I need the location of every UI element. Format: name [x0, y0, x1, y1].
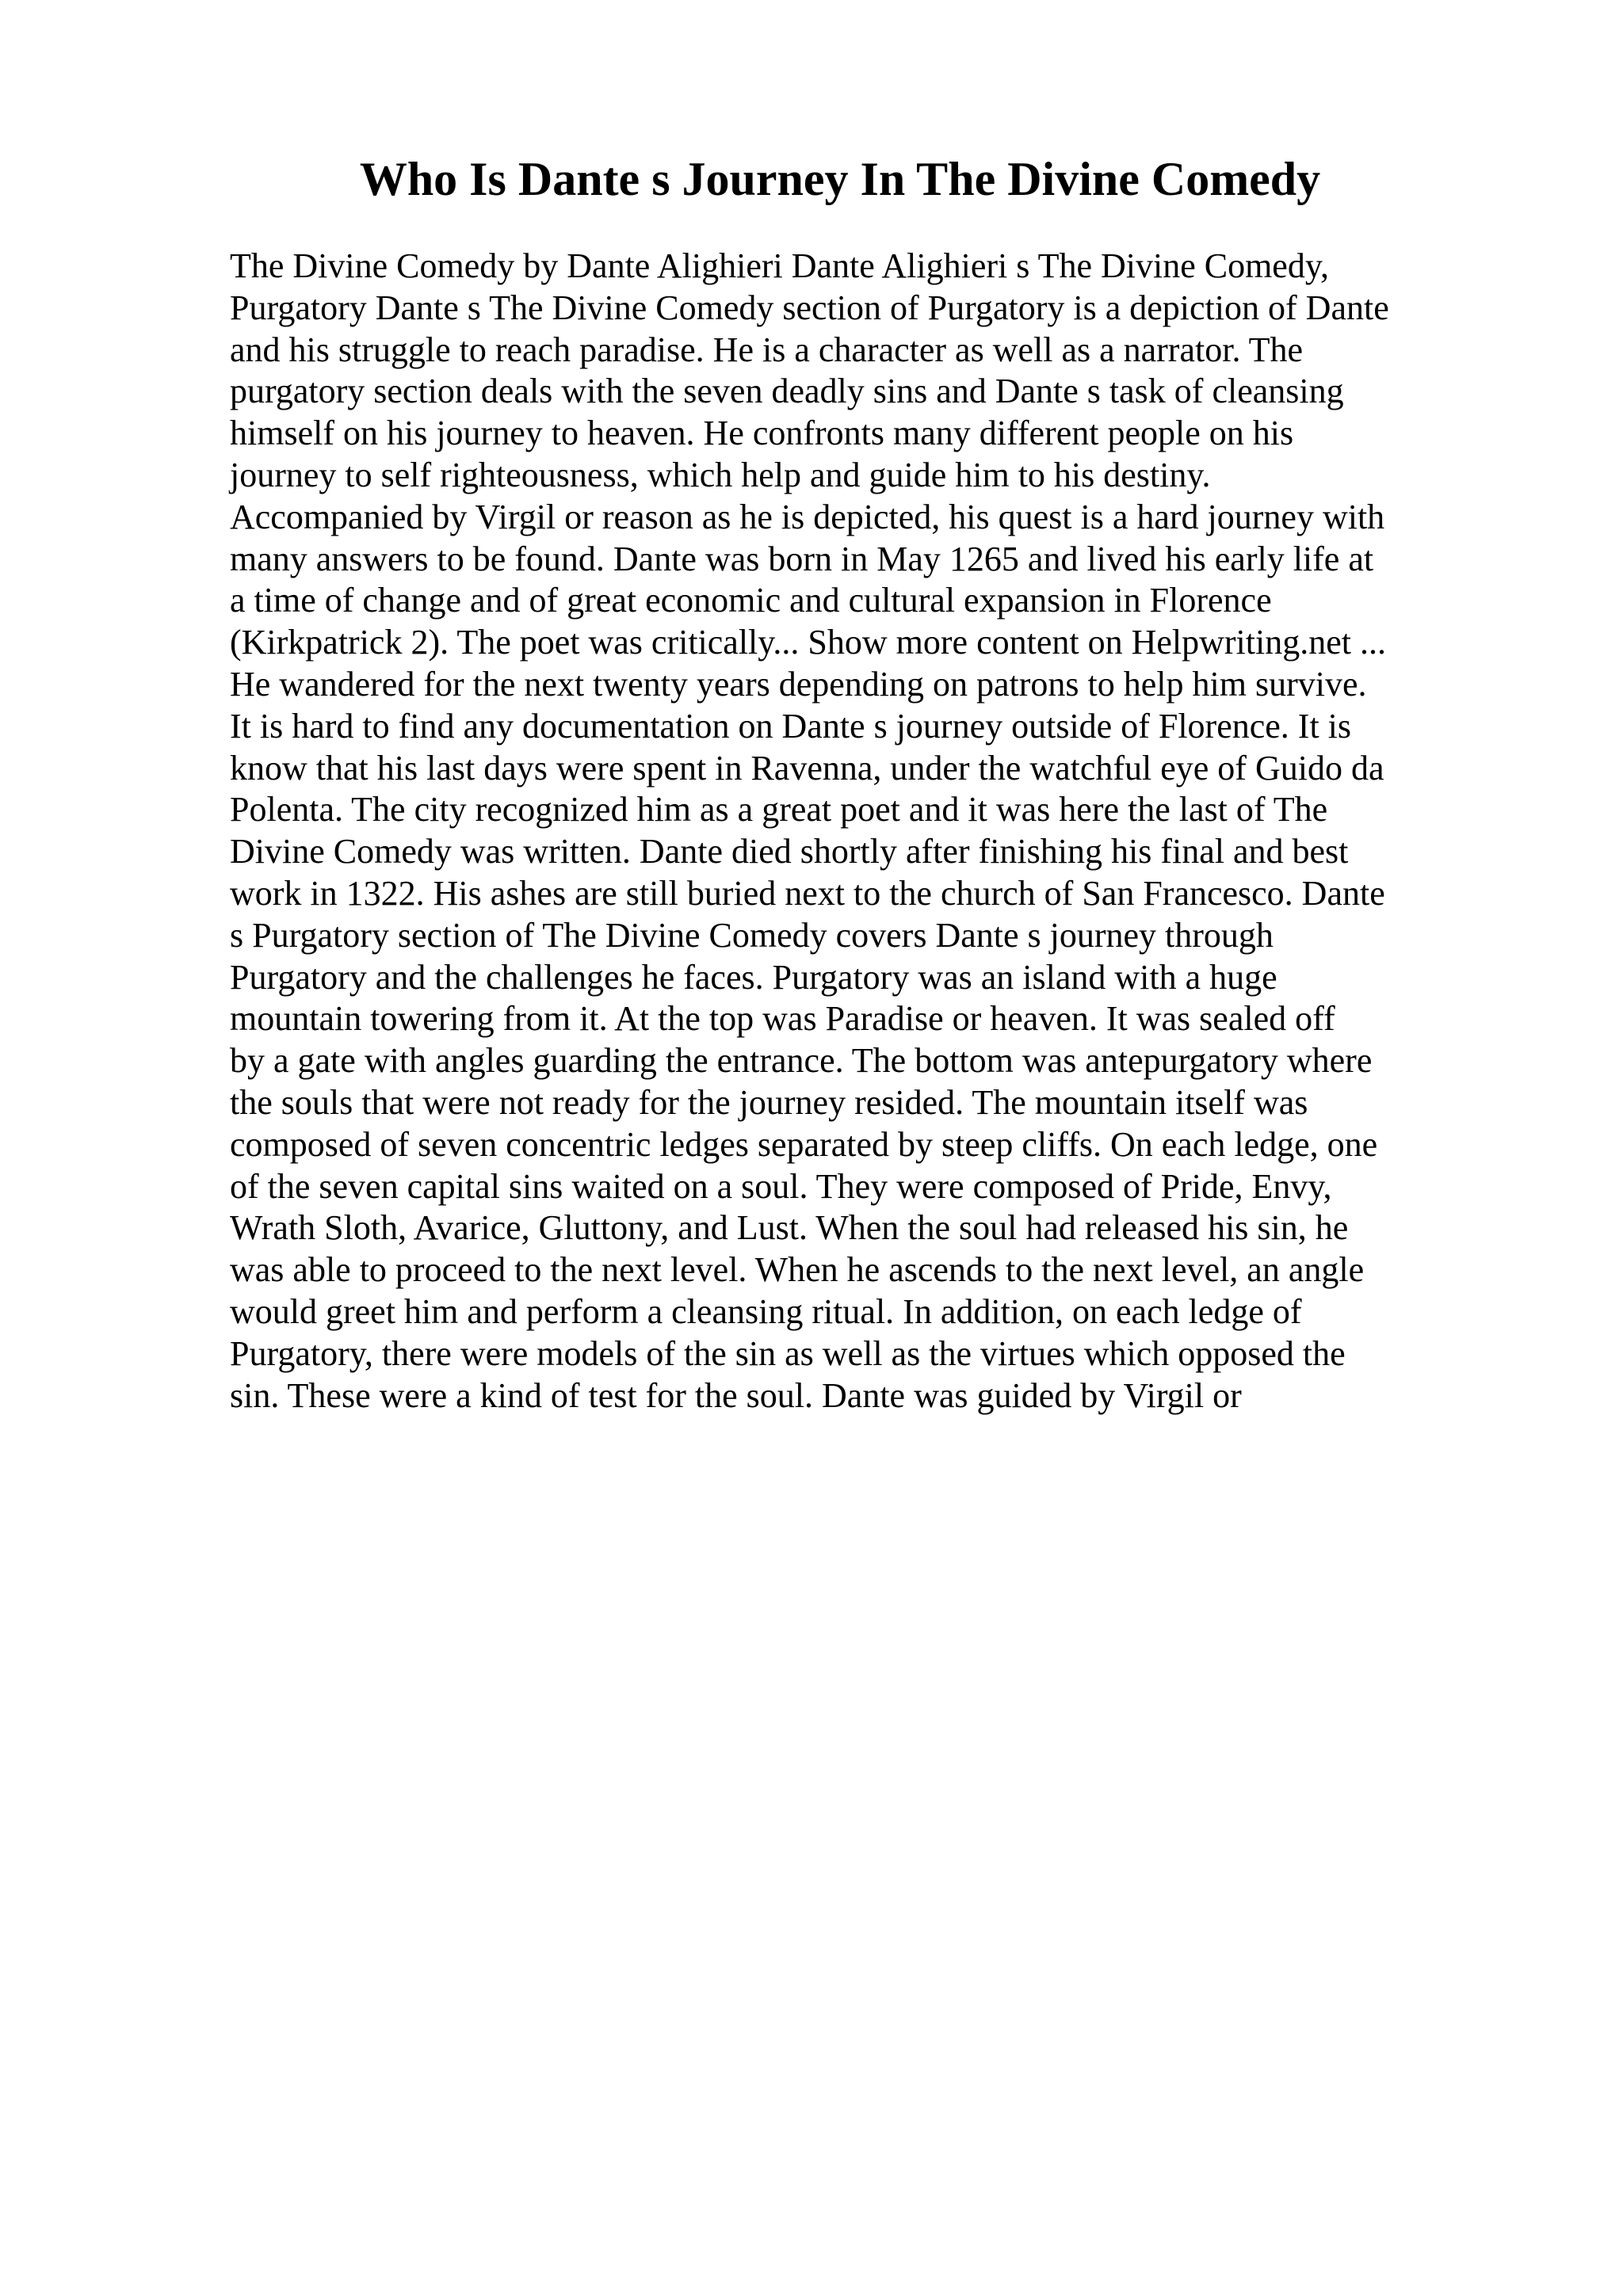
body-line: purgatory section deals with the seven deadly sins and Dante s task of cleansing [230, 372, 1344, 411]
body-line: a time of change and of great economic and cultural expansion in Florence [230, 581, 1272, 620]
body-line: s Purgatory section of The Divine Comedy covers Dante s journey through [230, 915, 1274, 955]
body-line: He wandered for the next twenty years depending on patrons to help him survive. [230, 664, 1367, 704]
body-line: Purgatory, there were models of the sin as well as the virtues which opposed the [230, 1333, 1346, 1373]
body-line: work in 1322. His ashes are still buried next to the church of San Francesco. Dante [230, 873, 1385, 913]
body-line: know that his last days were spent in Ravenna, under the watchful eye of Guido da [230, 748, 1384, 788]
body-line: and his struggle to reach paradise. He is a character as well as a narrator. The [230, 330, 1304, 369]
body-line: by a gate with angles guarding the entrance. The bottom was antepurgatory where [230, 1041, 1373, 1081]
body-line: of the seven capital sins waited on a soul. They were composed of Pride, Envy, [230, 1166, 1332, 1206]
body-line: Polenta. The city recognized him as a great poet and it was here the last of The [230, 790, 1328, 830]
body-line: many answers to be found. Dante was born in May 1265 and lived his early life at [230, 539, 1374, 578]
body-line: mountain towering from it. At the top was Paradise or heaven. It was sealed off [230, 999, 1335, 1039]
body-line: Accompanied by Virgil or reason as he is depicted, his quest is a hard journey with [230, 497, 1385, 536]
body-line: was able to proceed to the next level. When he ascends to the next level, an angle [230, 1250, 1365, 1290]
body-line: journey to self righteousness, which help and guide him to his destiny. [230, 455, 1211, 494]
body-line: Purgatory and the challenges he faces. Purgatory was an island with a huge [230, 957, 1277, 997]
body-line: (Kirkpatrick 2). The poet was critically... Show more content on Helpwriting.net ... [230, 623, 1386, 662]
body-line: composed of seven concentric ledges separated by steep cliffs. On each ledge, one [230, 1124, 1378, 1164]
document-body [230, 246, 1482, 1417]
body-line: Divine Comedy was written. Dante died shortly after finishing his final and best [230, 832, 1349, 871]
body-line: Wrath Sloth, Avarice, Gluttony, and Lust. When the soul had released his sin, he [230, 1208, 1349, 1248]
body-line: It is hard to find any documentation on Dante s journey outside of Florence. It is [230, 706, 1352, 746]
body-line: Purgatory Dante s The Divine Comedy section of Purgatory is a depiction of Dante [230, 288, 1389, 327]
body-line: himself on his journey to heaven. He confronts many different people on his [230, 414, 1294, 453]
document-title: Who Is Dante s Journey In The Divine Comedy [359, 153, 1321, 205]
body-line: the souls that were not ready for the journey resided. The mountain itself was [230, 1082, 1308, 1122]
body-line: The Divine Comedy by Dante Alighieri Dante Alighieri s The Divine Comedy, [230, 246, 1329, 285]
body-line: sin. These were a kind of test for the soul. Dante was guided by Virgil or [230, 1375, 1242, 1415]
body-line: would greet him and perform a cleansing ritual. In addition, on each ledge of [230, 1291, 1302, 1331]
